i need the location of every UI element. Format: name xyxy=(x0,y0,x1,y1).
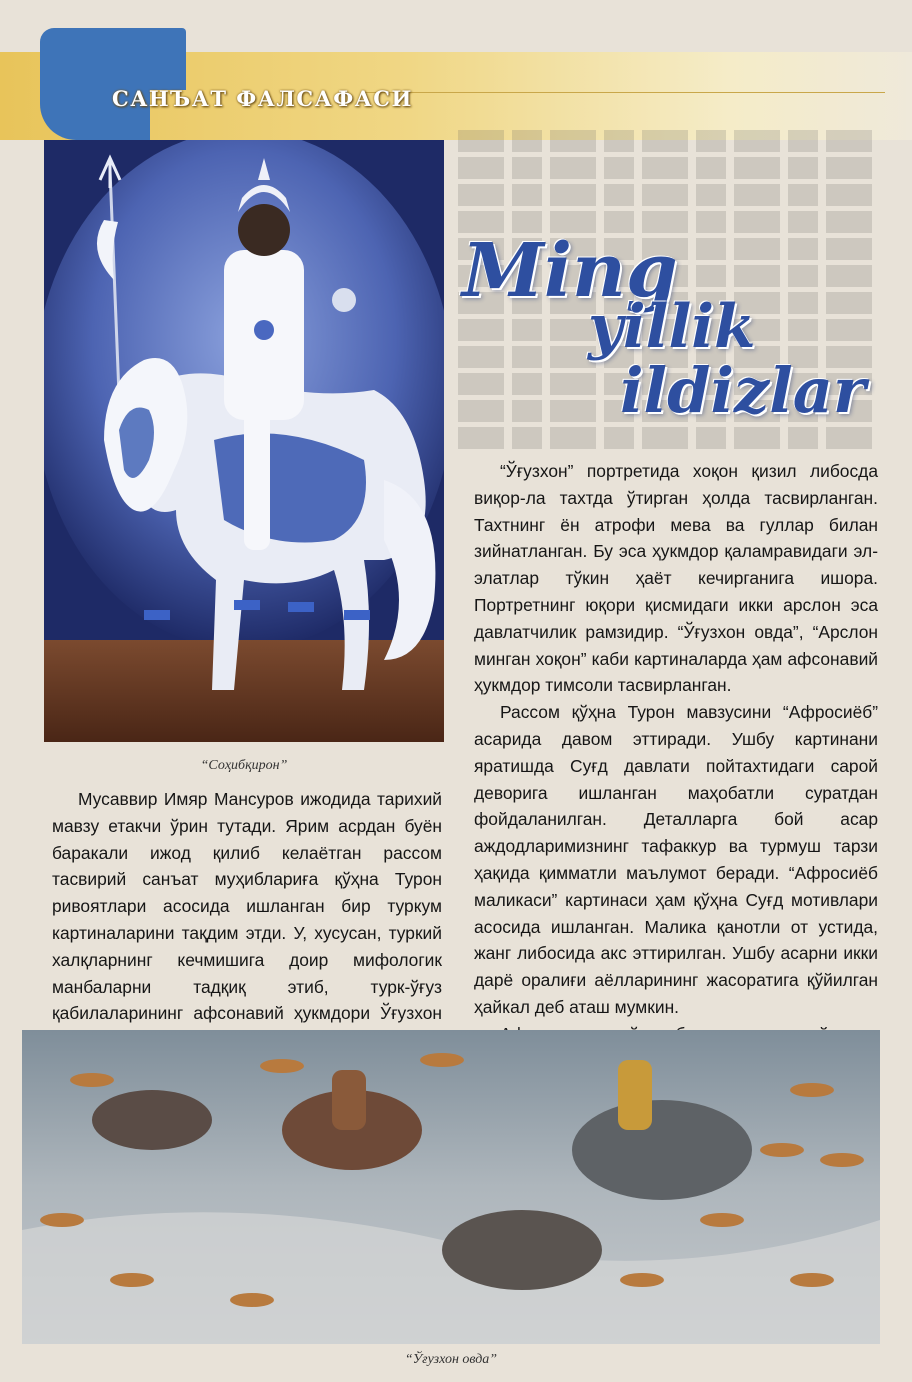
painting-sohibqiron xyxy=(44,140,444,742)
section-title: САНЪАТ ФАЛСАФАСИ xyxy=(112,86,413,111)
figure-caption-hunt: “Ўғузхон овда” xyxy=(404,1352,498,1367)
article-title-line-2: yillik xyxy=(588,292,756,362)
article-left-column xyxy=(52,786,442,1054)
hunt-painting-art xyxy=(22,1030,880,1344)
paragraph: “Ўғузхон” портретида хоқон қизил либосда виқор-ла тахтда ўтирган ҳолда тасвирланган. Тахтнинг ён атрофи мева ва гуллар билан зийнатланган. Бу эса ҳукмдор қаламравидаги эл-элатлар тўкин ҳаёт кечирганига ишора. Портретнинг юқори қисмидаги икки арслон эса давлатчилик рамзидир. “Ўғузхон овда”, “Арслон минган хоқон” каби картиналарда ҳам афсонавий ҳукмдор тимсоли тасвирланган. xyxy=(474,461,878,696)
article-title-line-1: Ming xyxy=(462,228,678,314)
figure-caption-rider: “Соҳибқирон” xyxy=(200,758,288,773)
article-title-line-3: ildizlar xyxy=(620,354,866,427)
paragraph: Рассом қўҳна Турон мавзусини “Афросиёб” асарида давом эттиради. Ушбу картинани яратишда Суғд давлати пойтахтидаги сарой деворига ишланган маҳобатли суратдан фойдаланилган. Деталларга бой асар аждодларимизнинг тафаккур ва турмуш тарзи ҳақида қимматли маълумот беради. “Афросиёб маликаси” картинаси ҳам қўҳна Суғд мотивлари асосида ишланган. Малика қанотли от устида, жанг либосида акс эттирилган. Ушбу асарни икки дарё оралиғи аёлларининг жасоратига қўйилган ҳайкал деб аташ мумкин. xyxy=(474,702,878,1017)
painting-oguzhon-ovda xyxy=(22,1030,880,1344)
header-rule xyxy=(365,92,885,93)
rider-painting-art xyxy=(44,140,444,742)
article-right-column xyxy=(474,458,878,1128)
paragraph: Мусаввир Имяр Мансуров ижодида тарихий мавзу етакчи ўрин тутади. Ярим асрдан буён баракали ижод қилиб келаётган рассом тасвирий санъат муҳиблариға қўҳна Турон ривоятлари асосида ишланган бир туркум картиналарини тақдим этди. У, хусусан, туркий халқларнинг кечмишига доир мифологик манбаларни тадқиқ этиб, турк-ўғуз қабилаларининг афсонавий ҳукмдори Ўғузхон xyxy=(52,789,442,1024)
